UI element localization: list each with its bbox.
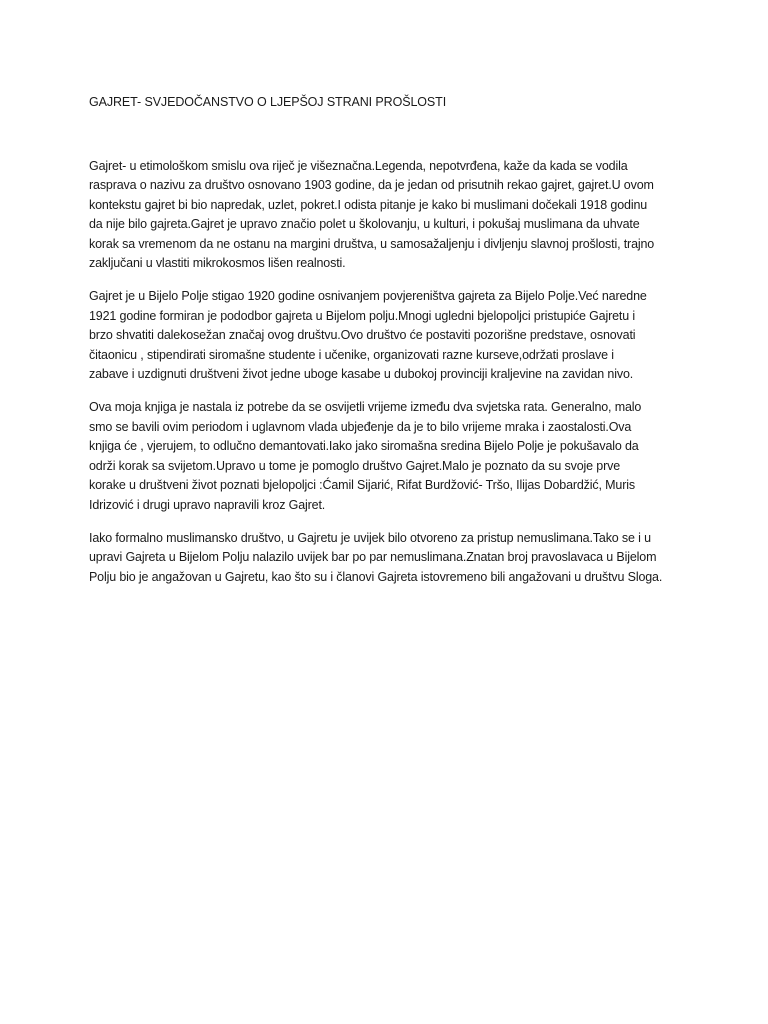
paragraph-etymology: Gajret- u etimološkom smislu ova riječ je višeznačna.Legenda, nepotvrđena, kaže da kada se vodila rasprava o nazivu za društvo osnovano 1903 godine, da je jedan od prisutnih rekao gajret, gajret.U ovom kontekstu gajret bi bio napredak, uzlet, pokret.I odista pitanje je kako bi muslimani dočekali 1918 godinu da nije bilo gajreta.Gajret je upravo značio polet u školovanju, u kulturi, i pokušaj muslimana da uhvate korak sa vremenom da ne ostanu na margini društva, u samosažaljenju i divljenju slavnoj prošlosti, trajno zaključani u vlastiti mikrokosmos lišen realnosti. — [89, 159, 655, 271]
document-body — [89, 157, 689, 601]
paragraph-book-purpose: Ova moja knjiga je nastala iz potrebe da se osvijetli vrijeme između dva svjetska rata. Generalno, malo smo se bavili ovim periodom i uglavnom vlada ubjeđenje da je to bilo vrijeme mraka i zaostalosti.Ova knjiga će , vjerujem, to odlučno demantovati.Iako jako siromašna sredina Bijelo Polje je pokušavalo da održi korak sa svijetom.Upravo u tome je pomoglo društvo Gajret.Malo je poznato da su svoje prve korake u društveni život poznati bjelopoljci :Ćamil Sijarić, Rifat Burdžović- Tršo, Ilijas Dobardžić, Muris Idrizović i drugi upravo napravili kroz Gajret. — [89, 400, 642, 512]
paragraph-bijelo-polje: Gajret je u Bijelo Polje stigao 1920 godine osnivanjem povjereništva gajreta za Bijelo Polje.Već naredne 1921 godine formiran je pododbor gajreta u Bijelom polju.Mnogi ugledni bjelopoljci pristupiće Gajretu i brzo shvatiti dalekosežan značaj ovog društvu.Ovo društvo će postaviti pozorišne predstave, osnovati čitaonicu , stipendirati siromašne studente i učenike, organizovati razne kurseve,održati proslave i zabave i uzdignuti društveni život jedne uboge kasabe u dubokoj provinciji kraljevine na zavidan nivo. — [89, 289, 647, 382]
document-title: GAJRET- SVJEDOČANSTVO O LJEPŠOJ STRANI PROŠLOSTI — [89, 95, 447, 109]
paragraph-non-muslims: Iako formalno muslimansko društvo, u Gajretu je uvijek bilo otvoreno za pristup nemuslimana.Tako se i u upravi Gajreta u Bijelom Polju nalazilo uvijek bar po par nemuslimana.Znatan broj pravoslavaca u Bijelom Polju bio je angažovan u Gajretu, kao što su i članovi Gajreta istovremeno bili angažovani u društvu Sloga. — [89, 530, 663, 584]
